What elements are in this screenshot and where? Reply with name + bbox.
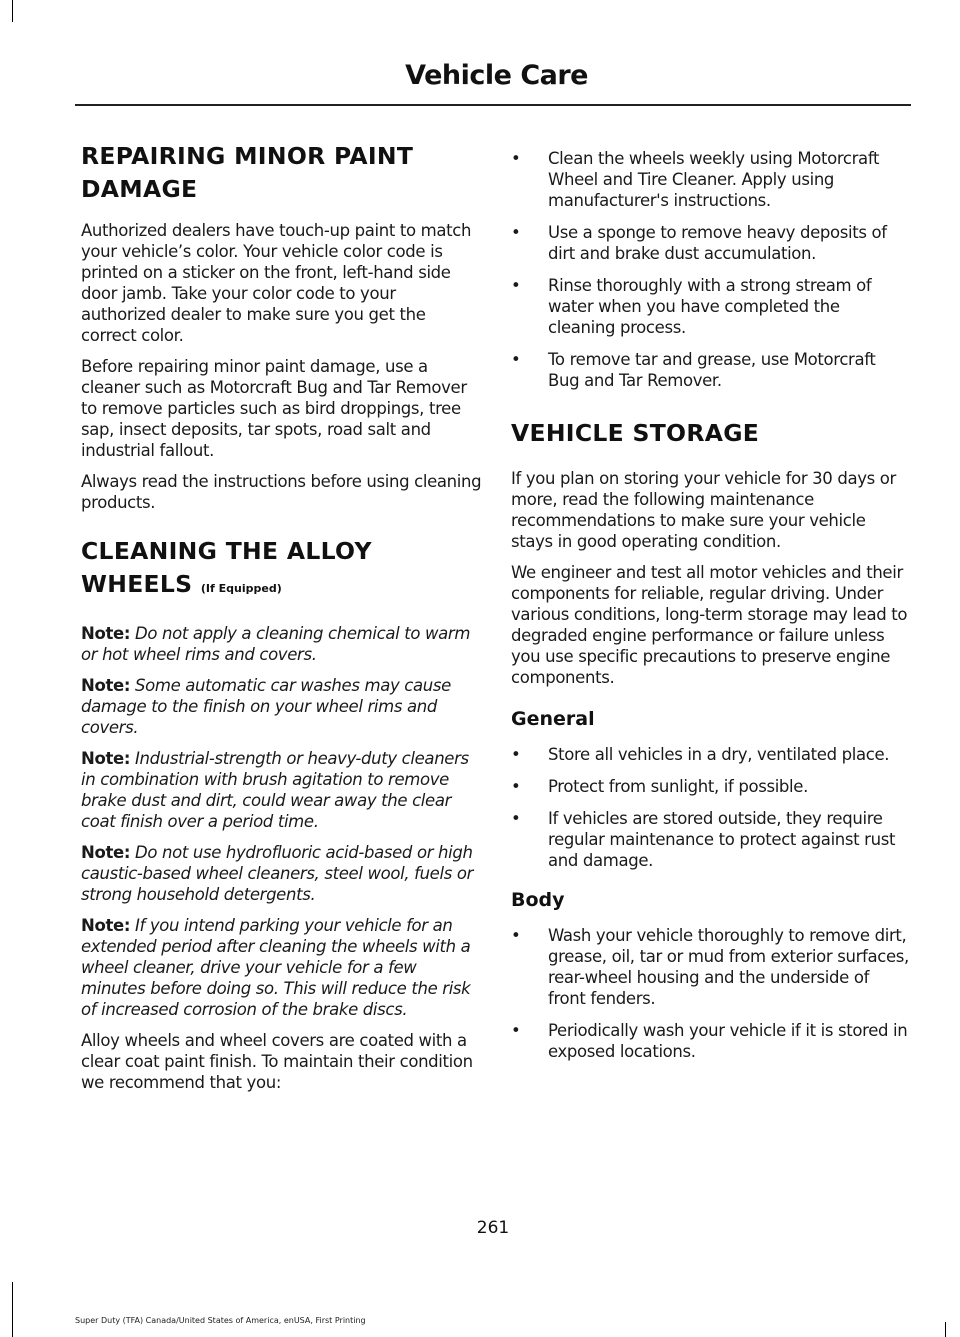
list-item <box>511 349 911 391</box>
bullet-icon: • <box>511 149 521 168</box>
if-equipped-label: (If Equipped) <box>200 582 282 595</box>
page-number: 261 <box>476 1218 510 1238</box>
list-item-text: Store all vehicles in a dry, ventilated place. <box>548 745 890 764</box>
list-item <box>511 275 911 338</box>
note-label: Note: <box>81 916 131 935</box>
paragraph-before-repairing: Before repairing minor paint damage, use a cleaner such as Motorcraft Bug and Tar Remover to remove particles such as bird droppings, tree sap, insect deposits, tar spots, road salt and industrial fallout. <box>81 357 467 460</box>
left-column <box>81 140 483 1103</box>
list-item <box>511 222 911 264</box>
list-item <box>511 1020 911 1062</box>
list-item-text: Rinse thoroughly with a strong stream of water when you have completed the cleaning process. <box>548 276 872 337</box>
bullet-icon: • <box>511 777 521 796</box>
bullet-icon: • <box>511 1021 521 1040</box>
list-item-text: If vehicles are stored outside, they require regular maintenance to protect against rust and damage. <box>548 809 896 870</box>
list-item <box>511 744 911 765</box>
list-item-text: Wash your vehicle thoroughly to remove dirt, grease, oil, tar or mud from exterior surfaces, rear-wheel housing and the underside of front fenders. <box>548 926 909 1008</box>
note-1 <box>81 623 483 665</box>
list-item <box>511 148 911 211</box>
heading-vehicle-storage: VEHICLE STORAGE <box>511 419 760 447</box>
note-3 <box>81 748 483 832</box>
list-item <box>511 808 911 871</box>
header-divider <box>75 104 911 106</box>
subheading-general: General <box>511 708 595 730</box>
heading-cleaning-alloy-wheels-text: CLEANING THE ALLOY WHEELS <box>81 537 372 598</box>
body-list <box>511 925 911 1062</box>
note-label: Note: <box>81 676 131 695</box>
note-text: Industrial-strength or heavy-duty cleaners in combination with brush agitation to remove brake dust and dirt, could wear away the clear coat finish over a period time. <box>81 749 469 831</box>
list-item-text: Periodically wash your vehicle if it is stored in exposed locations. <box>548 1021 908 1061</box>
general-list <box>511 744 911 871</box>
note-label: Note: <box>81 843 131 862</box>
heading-repairing-minor-paint-damage: REPAIRING MINOR PAINT DAMAGE <box>81 142 414 203</box>
paragraph-touch-up-paint: Authorized dealers have touch-up paint to match your vehicle’s color. Your vehicle color code is printed on a sticker on the front, left-hand side door jamb. Take your color code to your authorized dealer to make sure you get the correct color. <box>81 221 472 345</box>
list-item <box>511 776 911 797</box>
bullet-icon: • <box>511 350 521 369</box>
crop-mark-bottom-right <box>945 1322 946 1337</box>
bullet-icon: • <box>511 223 521 242</box>
bullet-icon: • <box>511 809 521 828</box>
bullet-icon: • <box>511 276 521 295</box>
publication-info: Super Duty (TFA) Canada/United States of America, enUSA, First Printing <box>75 1316 366 1325</box>
list-item <box>511 925 911 1009</box>
subheading-body: Body <box>511 889 565 911</box>
note-label: Note: <box>81 624 131 643</box>
page-header-title: Vehicle Care <box>405 60 588 91</box>
note-5 <box>81 915 483 1020</box>
wheel-care-list <box>511 148 911 391</box>
paragraph-storing-30-days: If you plan on storing your vehicle for 30 days or more, read the following maintenance recommendations to make sure your vehicle stays in good operating condition. <box>511 469 896 551</box>
note-4 <box>81 842 483 905</box>
heading-cleaning-alloy-wheels <box>81 535 483 605</box>
paragraph-engineer-and-test: We engineer and test all motor vehicles and their components for reliable, regular driving. Under various conditions, long-term storage may lead to degraded engine performance or failure unless you use specific precautions to preserve engine components. <box>511 563 908 687</box>
list-item-text: Protect from sunlight, if possible. <box>548 777 808 796</box>
list-item-text: Use a sponge to remove heavy deposits of dirt and brake dust accumulation. <box>548 223 887 263</box>
note-text: If you intend parking your vehicle for an extended period after cleaning the wheels with a wheel cleaner, drive your vehicle for a few minutes before doing so. This will reduce the risk of increased corrosion of the brake discs. <box>81 916 471 1019</box>
paragraph-alloy-wheels-coating: Alloy wheels and wheel covers are coated with a clear coat paint finish. To maintain their condition we recommend that you: <box>81 1031 473 1092</box>
bullet-icon: • <box>511 745 521 764</box>
paragraph-read-instructions: Always read the instructions before using cleaning products. <box>81 472 482 512</box>
list-item-text: Clean the wheels weekly using Motorcraft Wheel and Tire Cleaner. Apply using manufacturer's instructions. <box>548 149 880 210</box>
note-label: Note: <box>81 749 131 768</box>
note-text: Do not apply a cleaning chemical to warm or hot wheel rims and covers. <box>81 624 471 664</box>
note-text: Some automatic car washes may cause damage to the finish on your wheel rims and covers. <box>81 676 451 737</box>
bullet-icon: • <box>511 926 521 945</box>
right-column <box>511 148 911 1076</box>
crop-mark-top-left <box>12 0 13 22</box>
crop-mark-bottom-left <box>12 1282 13 1337</box>
note-text: Do not use hydrofluoric acid-based or high caustic-based wheel cleaners, steel wool, fuels or strong household detergents. <box>81 843 474 904</box>
list-item-text: To remove tar and grease, use Motorcraft Bug and Tar Remover. <box>548 350 876 390</box>
note-2 <box>81 675 483 738</box>
